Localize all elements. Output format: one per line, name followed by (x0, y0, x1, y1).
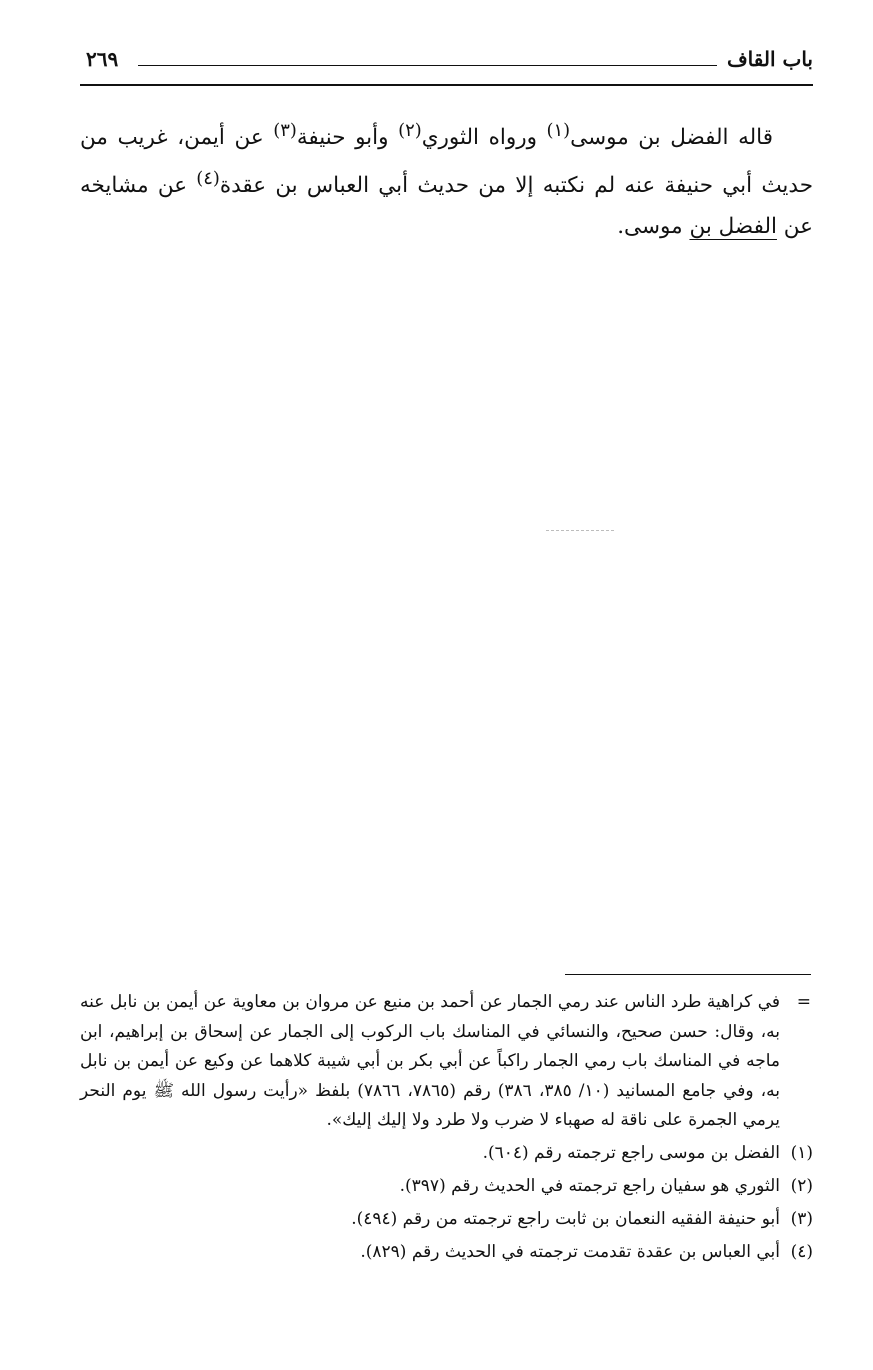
continuation-text: في كراهية طرد الناس عند رمي الجمار عن أحمد بن منيع عن مروان بن معاوية عن أيمن بن نابل عنه به، وقال: حسن صحيح، والنسائي في المناسك باب الركوب إلى الجمار عن إسحاق بن إبراهيم، ابن ماجه في المناسك باب رمي الجمار راكباً عن أبي بكر بن أبي شيبة كلاهما عن وكيع عن أيمن بن نابل به، وفي جامع المسانيد (١٠/ ٣٨٥، ٣٨٦) رقم (٧٨٦٥، ٧٨٦٦) بلفظ «رأيت رسول الله ﷺ يوم النحر يرمي الجمرة على ناقة له صهباء لا ضرب ولا طرد ولا إليك إليك». (80, 992, 780, 1130)
footnote-ref: (٣) (273, 120, 297, 141)
header-rule (80, 84, 813, 86)
footnote-text: أبو حنيفة الفقيه النعمان بن ثابت راجع ترجمته من رقم (٤٩٤). (351, 1209, 780, 1229)
text-segment: عن أيمن، غريب من حديث أبي حنيفة عنه لم نكتبه إلا من حديث أبي العباس بن عقدة (80, 125, 813, 199)
underlined-text: الفضل بن (689, 214, 777, 240)
footnotes (80, 988, 813, 1268)
footnote-ref: (٤) (196, 168, 220, 190)
footnote-continuation (80, 988, 813, 1136)
main-text (80, 110, 813, 247)
footnote-ref: (١) (546, 120, 571, 141)
footnote-separator (565, 974, 811, 975)
text-segment: وأبو حنيفة (296, 125, 399, 151)
footnote-text: الثوري هو سفيان راجع ترجمته في الحديث رقم (٣٩٧). (399, 1176, 780, 1196)
main-paragraph (80, 110, 813, 247)
running-header (80, 42, 813, 86)
continuation-marker: = (796, 992, 811, 1012)
footnote-text: أبي العباس بن عقدة تقدمت ترجمته في الحديث رقم (٨٢٩). (360, 1242, 780, 1262)
text-segment: قاله الفضل بن موسى (570, 125, 773, 151)
page-number: ٢٦٩ (86, 47, 119, 71)
footnote-item (80, 1139, 813, 1169)
footnote-ref: (٢) (398, 120, 422, 141)
text-segment: عن مشايخه عن (80, 173, 813, 240)
header-dash-line (138, 65, 717, 66)
footnote-number: (٤) (790, 1242, 813, 1262)
footnote-item (80, 1238, 813, 1268)
footnote-number: (١) (790, 1143, 813, 1163)
text-segment: موسى. (617, 214, 690, 240)
chapter-title: باب القاف (726, 47, 813, 71)
footnote-text: الفضل بن موسى راجع ترجمته رقم (٦٠٤). (482, 1143, 780, 1163)
footnote-item (80, 1205, 813, 1235)
text-segment: ورواه الثوري (421, 125, 547, 151)
footnote-number: (٢) (790, 1176, 813, 1196)
footnote-item (80, 1172, 813, 1202)
scan-artifact-mark (546, 530, 614, 531)
footnote-number: (٣) (790, 1209, 813, 1229)
